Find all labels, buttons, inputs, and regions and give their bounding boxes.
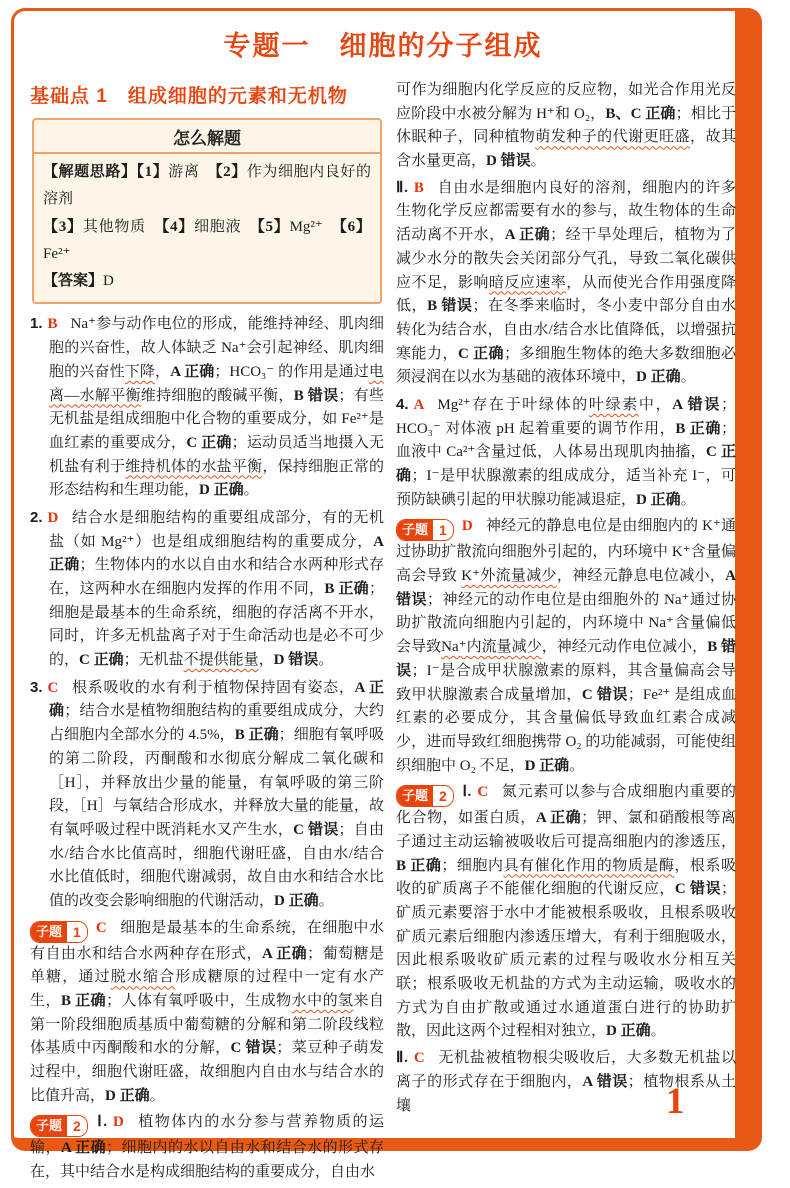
verdict-text: B 正确: [324, 581, 369, 598]
answer-letter: C: [95, 919, 107, 936]
key-phrase-underlined: K⁺外流量减少: [461, 568, 557, 585]
text-run: 其他物质: [82, 218, 162, 235]
item-number: 1.: [30, 315, 43, 333]
verdict-text: B 错误: [427, 298, 473, 315]
key-phrase-underlined: 暗反应速率: [488, 274, 567, 291]
text-run: 来自第一阶段细胞质基质中葡萄糖的分解和第二阶段线粒体基质中丙酮酸和水的分解，: [30, 993, 384, 1057]
text-run: 。: [650, 1023, 666, 1040]
verdict-text: A 正确: [504, 227, 551, 244]
verdict-text: B 正确: [234, 727, 279, 744]
badge-number: 2: [433, 786, 453, 806]
text-run: 神经元的静息电位是由细胞内的 K⁺通过协助扩散流向细胞外引起的，内环境中 K⁺含量偏高会导致: [396, 518, 736, 585]
text-run: ；无机盐: [123, 652, 184, 669]
answer-item: [30, 917, 384, 1109]
text-run: 。: [530, 153, 546, 170]
text-run: 。: [318, 892, 334, 909]
text-run: ，神经元动作电位减小，: [541, 639, 708, 656]
text-run: 游离: [168, 164, 216, 180]
badge-number: 1: [67, 922, 87, 942]
text-run: ，: [258, 652, 274, 669]
page-number: 1: [666, 1081, 685, 1122]
text-run: 。: [243, 482, 259, 499]
verdict-text: A 错误: [672, 396, 721, 413]
verdict-text: B 错误: [293, 387, 339, 404]
badge-label: 子题: [397, 786, 433, 806]
text-run: ；I⁻是合成甲状腺激素的原料，其含量偏高会导致甲状腺激素合成量增加，: [396, 662, 736, 703]
text-run: 氮元素可以参与合成细胞内重要的化合物，如蛋白质，: [396, 784, 736, 827]
text-run: ；I⁻是甲状腺激素的组成成分，适当补充 I⁻，可预防缺碘引起的甲状腺功能减退症，: [396, 468, 736, 508]
text-run: 。: [680, 369, 696, 386]
verdict-text: C 错误: [674, 881, 721, 898]
text-run: Mg²⁺: [289, 218, 340, 235]
text-run: ；血液中 Ca²⁺含量过低，人体易出现肌肉抽搐，: [396, 420, 736, 461]
answer-item: [30, 676, 384, 914]
verdict-text: A 正确: [60, 1140, 107, 1157]
answer-letter: B: [413, 179, 424, 196]
text-run: ；细胞是最基本的生命系统，细胞的存活离不开水，同时，许多无机盐离子对于生命活动也是必不可少的，: [49, 581, 384, 669]
left-column: [30, 79, 384, 1188]
howto-line: [43, 268, 371, 295]
verdict-text: C 正确: [79, 652, 124, 669]
key-phrase-underlined: 电离—水解平衡: [49, 363, 384, 404]
roman-numeral: Ⅱ.: [396, 1050, 408, 1067]
text-run: 无机盐被植物根尖吸收后，大多数无机盐以离子的形式存在于细胞内，: [396, 1050, 736, 1090]
verdict-text: A 正确: [535, 810, 582, 827]
verdict-text: A 正确: [170, 363, 215, 380]
howto-line: [43, 214, 371, 269]
verdict-text: 【6】: [339, 218, 371, 235]
badge-label: 子题: [31, 1116, 67, 1136]
text-run: ；HCO₃⁻ 的作用是通过: [214, 363, 369, 380]
text-run: ；有些无机盐是组成细胞中化合物的重要成分，如 Fe²⁺是血红素的重要成分，: [49, 387, 384, 451]
verdict-text: B 正确: [60, 993, 107, 1010]
answer-item: [396, 393, 736, 512]
text-run: ，: [155, 363, 171, 380]
answer-letter: C: [413, 1050, 425, 1067]
text-run: 。: [680, 491, 696, 508]
section-header: 基础点 1 组成细胞的元素和无机物: [30, 86, 348, 107]
text-run: ；经干旱处理后，植物为了减少水分的散失会关闭部分气孔，导致二氧化碳供应不足，影响: [396, 227, 736, 291]
text-run: ；运动员适当地摄入无机盐有利于: [49, 434, 384, 475]
answer-item: [396, 79, 736, 174]
subquestion-badge: [30, 1115, 88, 1137]
text-run: Na⁺参与动作电位的形成，能维持神经、肌肉细胞的兴奋性，故人体缺乏 Na⁺会引起神经、肌肉细胞的兴奋性: [49, 316, 384, 380]
key-phrase-underlined: 下降: [124, 363, 156, 380]
answer-letter: D: [461, 518, 473, 535]
badge-number: 1: [433, 520, 453, 540]
text-run: Mg²⁺存在于叶绿体的: [437, 396, 589, 413]
answer-item: [30, 1111, 384, 1184]
verdict-text: D 正确: [524, 757, 570, 774]
answer-item: [396, 781, 736, 1044]
verdict-text: D 错误: [486, 153, 531, 170]
text-run: 结合水是细胞结构的重要组成部分，有的无机盐（如 Mg²⁺）也是组成细胞结构的重要成分，: [49, 509, 384, 550]
verdict-text: 【答案】: [43, 273, 104, 290]
text-run: ，从而使光合作用强度降低，: [396, 274, 736, 315]
verdict-text: 【4】: [161, 218, 195, 235]
subquestion-badge: [396, 519, 454, 541]
text-run: 中，: [638, 396, 673, 413]
answer-letter: B: [47, 316, 58, 333]
verdict-text: 【5】: [257, 218, 290, 235]
two-column-layout: [30, 79, 736, 1188]
verdict-text: D 正确: [199, 482, 244, 499]
text-run: ；葡萄糖是单糖，通过: [30, 945, 384, 986]
badge-number: 2: [67, 1116, 87, 1136]
verdict-text: 【解题思路】【1】: [43, 164, 169, 180]
verdict-text: A 正确: [261, 945, 308, 962]
badge-label: 子题: [397, 520, 433, 540]
roman-numeral: Ⅱ.: [396, 179, 408, 196]
text-run: ；细胞内: [441, 857, 504, 874]
text-run: 植物体内的水分参与营养物质的运输，: [30, 1114, 384, 1157]
key-phrase-underlined: 脱水缩合: [110, 969, 176, 986]
text-run: ；HCO₃⁻ 对体液 pH 起着重要的调节作用，: [396, 396, 736, 437]
verdict-text: B 正确: [675, 420, 721, 437]
verdict-text: C 错误: [581, 686, 628, 703]
verdict-text: 【3】: [43, 218, 83, 235]
verdict-text: D 正确: [636, 491, 681, 508]
text-run: ；在冬季来临时，冬小麦中部分自由水转化为结合水，自由水/结合水比值降低，以增强抗寒能力，: [396, 298, 736, 362]
verdict-text: D 正确: [636, 369, 681, 386]
answer-letter: C: [477, 784, 489, 801]
text-run: ；人体有氧呼吸中，生成物: [106, 993, 292, 1010]
subquestion-badge: [396, 785, 454, 807]
text-run: ，保持细胞正常的形态结构和生理功能，: [49, 458, 384, 499]
text-run: ，故其含水量更高，: [396, 129, 736, 170]
text-run: D: [103, 273, 114, 290]
text-run: 作为细胞内良好的溶剂: [43, 164, 371, 208]
text-run: 可作为细胞内化学反应的反应物，如光合作用光反应阶段中水被分解为 H⁺和 O₂，: [396, 82, 736, 122]
verdict-text: D 正确: [105, 1087, 150, 1104]
answer-item: [396, 177, 736, 390]
answer-letter: C: [47, 679, 59, 696]
verdict-text: C 正确: [186, 434, 232, 451]
verdict-text: C 错误: [230, 1040, 277, 1057]
text-run: ；细胞有氧呼吸的第二阶段，丙酮酸和水彻底分解成二氧化碳和［H］，并释放出少量的能量，有氧呼吸的第三阶段，［H］与氧结合形成水，并释放大量的能量，故有氧呼吸过程中既消耗水又产生水，: [49, 727, 384, 838]
right-items: [396, 79, 736, 1118]
verdict-text: C 正确: [457, 345, 505, 362]
roman-numeral: Ⅰ.: [461, 784, 472, 801]
text-run: 。: [569, 757, 585, 774]
badge-label: 子题: [31, 922, 67, 942]
item-number: 4.: [396, 395, 409, 413]
answer-letter: A: [413, 396, 425, 413]
page-title: 专题一 细胞的分子组成: [223, 31, 543, 61]
roman-numeral: Ⅰ.: [95, 1114, 107, 1131]
text-run: ，神经元静息电位减小，: [556, 568, 726, 585]
key-phrase-underlined: 维持机体的水盐平衡: [125, 458, 263, 475]
text-run: ；细胞内的水以自由水和结合水的形式存在，其中结合水是构成细胞结构的重要成分，自由水: [30, 1140, 384, 1181]
verdict-text: B 错误: [396, 639, 736, 679]
verdict-text: A 正确: [49, 533, 384, 574]
key-phrase-underlined: 叶绿素: [588, 396, 639, 413]
text-run: 根系吸收的水有利于植物保持固有姿态，: [71, 679, 355, 696]
howto-line: [43, 159, 371, 214]
verdict-text: B、C 正确: [605, 105, 676, 122]
verdict-text: C 正确: [396, 444, 736, 484]
key-phrase-underlined: 萌发种子的代谢更旺盛: [535, 129, 691, 146]
verdict-text: A 正确: [49, 679, 384, 720]
howto-body: [34, 154, 380, 302]
text-run: ；菜豆种子萌发过程中，细胞代谢旺盛，故细胞内自由水与结合水的比值升高，: [30, 1040, 384, 1104]
answer-item: [30, 312, 384, 503]
right-column: [396, 79, 736, 1188]
text-run: ；多细胞生物体的绝大多数细胞必须浸润在以水为基础的液体环境中，: [396, 345, 736, 386]
text-run: Fe²⁺: [43, 245, 71, 262]
answer-letter: D: [47, 509, 59, 526]
verdict-text: 【2】: [215, 164, 247, 180]
text-run: ；自由水/结合水比值高时，细胞代谢旺盛，自由水/结合水比值低时，细胞代谢减弱，故自由水和结合水比值的改变会影响细胞的代谢活动，: [49, 821, 384, 909]
howto-title: 怎么解题: [34, 120, 380, 154]
text-run: ；矿质元素要溶于水中才能被根系吸收，且根系吸收矿质元素后细胞内渗透压增大，有利于细胞吸水，因此根系吸收矿质元素的过程与吸收水分相互关联；根系吸收无机盐的方式为主动运输，吸收水的方式为自由扩散或通过水通道蛋白进行的协助扩散，因此这两个过程相对独立，: [396, 881, 736, 1040]
text-run: ，根系吸收的矿质离子不能催化细胞的代谢反应，: [396, 857, 736, 898]
item-number: 2.: [30, 508, 43, 526]
key-phrase-underlined: 水中的氢: [291, 993, 354, 1010]
text-run: ；相比于休眠种子，同种植物: [396, 105, 736, 146]
verdict-text: D 正确: [606, 1023, 651, 1040]
text-run: ；神经元的动作电位是由细胞外的 Na⁺通过协助扩散流向细胞内引起的，内环境中 Na⁺含量偏低会导致: [396, 591, 736, 656]
verdict-text: D 错误: [273, 652, 319, 669]
verdict-text: C 错误: [293, 821, 339, 838]
text-run: ；生物体内的水以自由水和结合水两种形式存在，这两种水在细胞内发挥的作用不同，: [49, 557, 384, 598]
text-run: 。: [318, 652, 334, 669]
item-number: 3.: [30, 678, 43, 696]
subquestion-badge: [30, 921, 88, 943]
answer-letter: D: [112, 1114, 124, 1131]
answer-item: [396, 515, 736, 778]
answer-item: [30, 506, 384, 673]
text-run: 形成糖原的过程中一定有水产生，: [30, 969, 384, 1010]
howto-box: [32, 118, 382, 304]
key-phrase-underlined: 不提供能量: [183, 652, 259, 669]
verdict-text: A 错误: [582, 1073, 628, 1090]
verdict-text: B 正确: [396, 857, 442, 874]
left-items: [30, 312, 384, 1184]
text-run: 维持细胞的酸碱平衡，: [140, 387, 294, 404]
key-phrase-underlined: Na⁺内流量减少: [441, 639, 542, 656]
text-run: ；钾、氯和硝酸根等离子通过主动运输被吸收后可提高细胞内的渗透压，: [396, 810, 736, 850]
text-run: ；Fe²⁺ 是组成血红素的必要成分，其含量偏低导致血红素合成减少，进而导致红细胞携带 O₂ 的功能减弱，可能使组织细胞中 O₂ 不足，: [396, 686, 736, 774]
text-run: 。: [149, 1087, 165, 1104]
verdict-text: D 正确: [274, 892, 319, 909]
text-run: 自由水是细胞内良好的溶剂，细胞内的许多生物化学反应都需要有水的参与，故生物体的生命活动离不开水，: [396, 179, 736, 244]
text-run: ；结合水是植物细胞结构的重要组成成分，大约占细胞内全部水分的 4.5%，: [49, 703, 384, 744]
text-run: 细胞是最基本的生命系统，在细胞中水有自由水和结合水两种存在形式，: [30, 919, 384, 962]
answer-item: [396, 1047, 736, 1118]
text-run: 细胞液: [194, 218, 258, 235]
verdict-text: A 错误: [396, 568, 736, 608]
page-content: [30, 16, 736, 1188]
key-phrase-underlined: 具有催化作用的物质是酶: [503, 857, 675, 874]
text-run: ；植物根系从土壤: [396, 1073, 736, 1114]
